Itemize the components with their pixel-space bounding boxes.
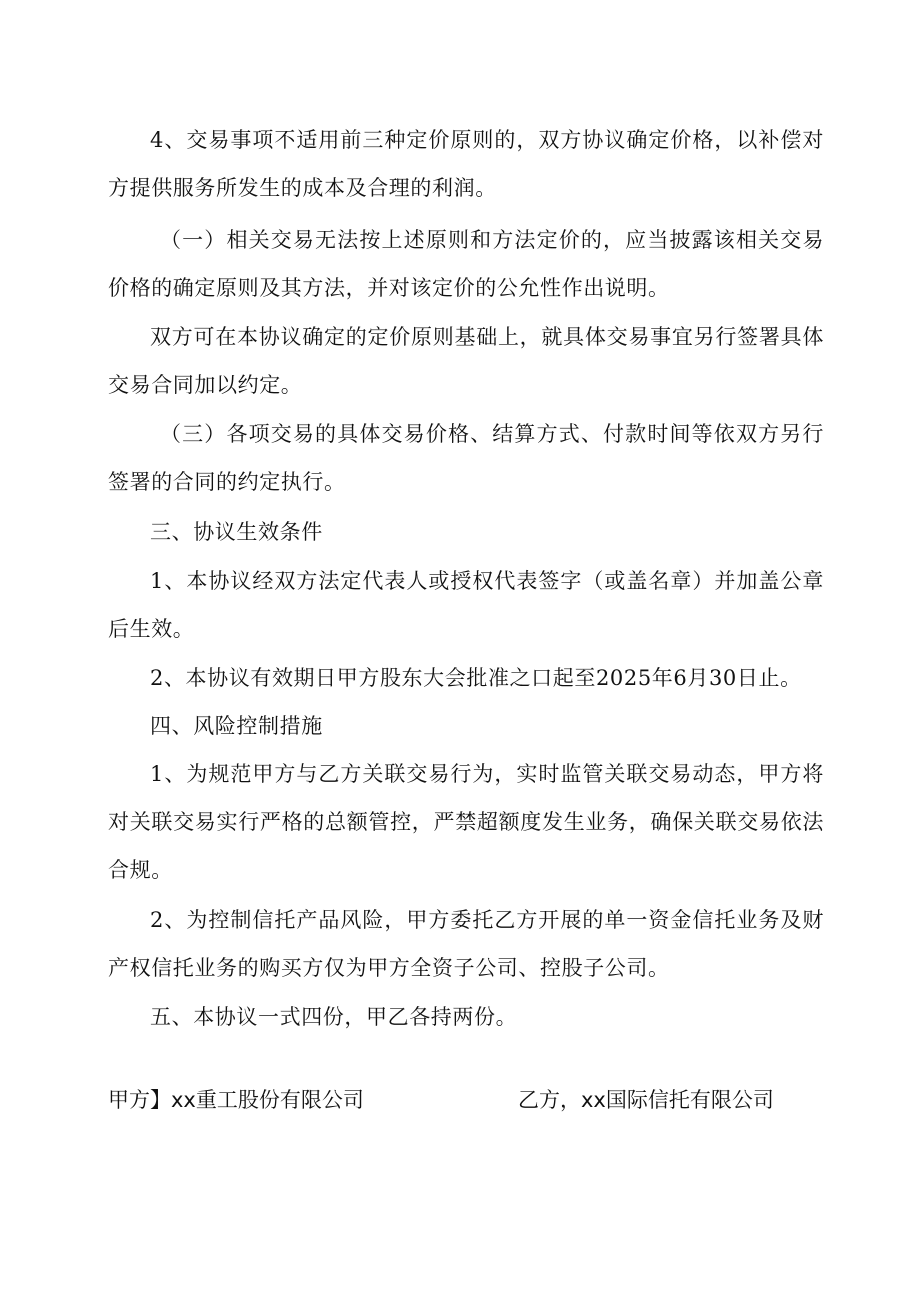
paragraph-transaction-terms-3: （三）各项交易的具体交易价格、结算方式、付款时间等依双方另行签署的合同的约定执行。	[108, 422, 824, 494]
section-heading-risk-control: 四、风险控制措施	[150, 714, 323, 738]
section-heading-copies: 五、本协议一式四份，甲乙各持两份。	[150, 1005, 518, 1029]
paragraph-pricing-rule-4: 4、交易事项不适用前三种定价原则的，双方协议确定价格，以补偿对方提供服务所发生的成本及合理的利润。	[108, 128, 824, 200]
signature-party-a: 甲方】xx重工股份有限公司	[108, 1088, 364, 1112]
signature-party-b: 乙方，xx国际信托有限公司	[518, 1088, 774, 1112]
section-heading-effective-conditions: 三、协议生效条件	[150, 520, 323, 544]
paragraph-separate-contract: 双方可在本协议确定的定价原则基础上，就具体交易事宜另行签署具体交易合同加以约定。	[108, 325, 824, 397]
paragraph-risk-item-1: 1、为规范甲方与乙方关联交易行为，实时监管关联交易动态，甲方将对关联交易实行严格的总额管控，严禁超额度发生业务，确保关联交易依法合规。	[108, 762, 824, 882]
paragraph-disclosure-1: （一）相关交易无法按上述原则和方法定价的，应当披露该相关交易价格的确定原则及其方法，并对该定价的公允性作出说明。	[108, 228, 824, 300]
paragraph-effective-item-1: 1、本协议经双方法定代表人或授权代表签字（或盖名章）并加盖公章后生效。	[108, 569, 824, 641]
paragraph-effective-item-2: 2、本协议有效期日甲方股东大会批准之口起至2025年6月30日止。	[150, 666, 802, 690]
paragraph-risk-item-2: 2、为控制信托产品风险，甲方委托乙方开展的单一资金信托业务及财产权信托业务的购买方仅为甲方全资子公司、控股子公司。	[108, 908, 824, 980]
